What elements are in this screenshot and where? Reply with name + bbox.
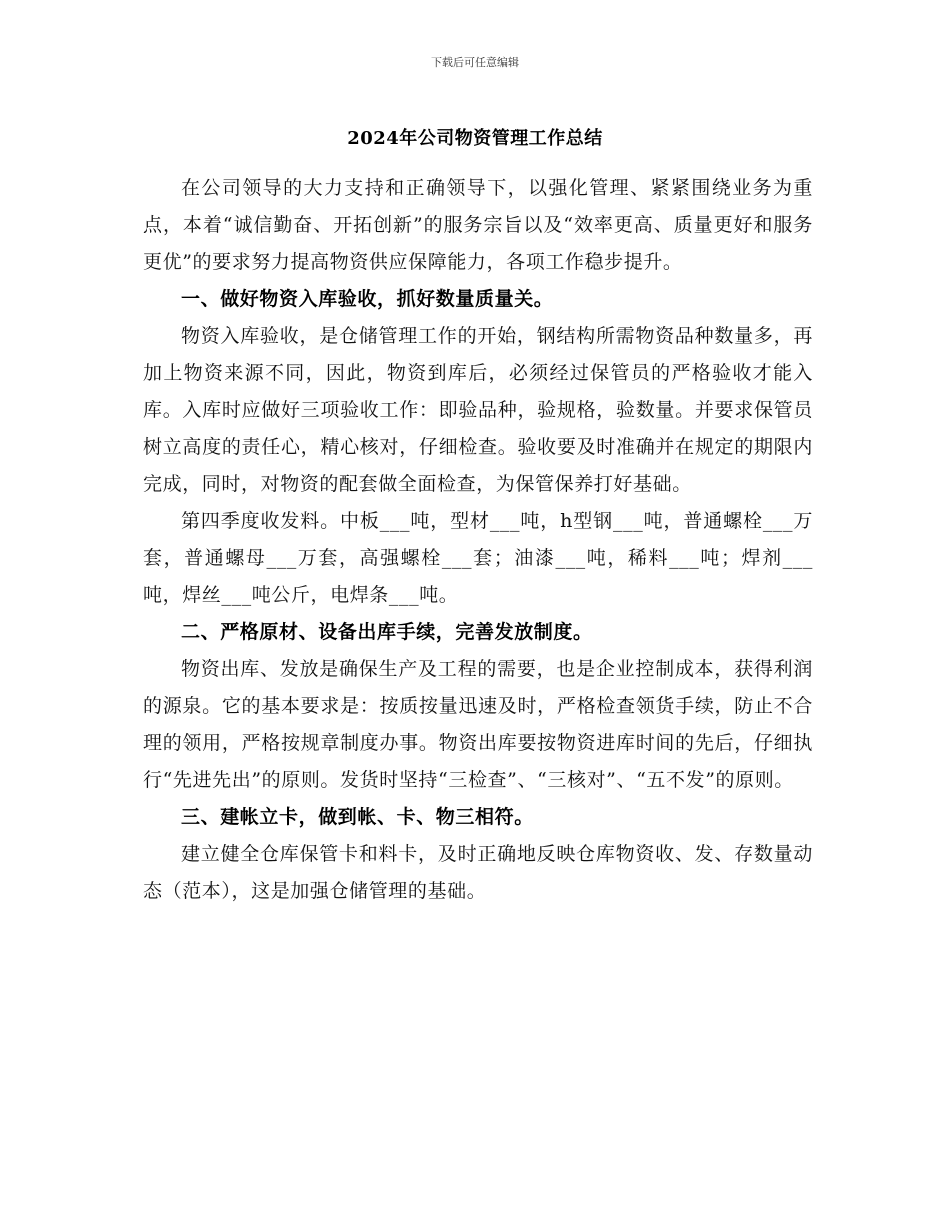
section-2-heading: 二、严格原材、设备出库手续，完善发放制度。 (181, 621, 593, 643)
section-2-paragraph-1: 物资出库、发放是确保生产及工程的需要，也是企业控制成本，获得利润的源泉。它的基本要求是：按质按量迅速及时，严格检查领货手续，防止不合理的领用，严格按规章制度办事。物资出库要按物资进库时间的先后，仔细执行“先进先出”的原则。发货时坚持“三检查”、“三核对”、“五不发”的原则。 (143, 658, 813, 791)
header-note: 下载后可任意编辑 (431, 56, 519, 69)
intro-paragraph: 在公司领导的大力支持和正确领导下，以强化管理、紧紧围绕业务为重点，本着“诚信勤奋、开拓创新”的服务宗旨以及“效率更高、质量更好和服务更优”的要求努力提高物资供应保障能力，各项工作稳步提升。 (143, 177, 813, 273)
section-1-paragraph-2: 第四季度收发料。中板___吨，型材___吨，h型钢___吨，普通螺栓___万套，普通螺母___万套，高强螺栓___套；油漆___吨，稀料___吨；焊剂___吨，焊丝___吨公斤，电焊条___吨。 (143, 510, 813, 606)
document-body (143, 170, 813, 910)
document-title: 2024年公司物资管理工作总结 (347, 128, 603, 149)
section-3-paragraph-1: 建立健全仓库保管卡和料卡，及时正确地反映仓库物资收、发、存数量动态（范本），这是加强仓储管理的基础。 (143, 843, 813, 902)
section-3-heading: 三、建帐立卡，做到帐、卡、物三相符。 (181, 806, 534, 828)
section-1-paragraph-1: 物资入库验收，是仓储管理工作的开始，钢结构所需物资品种数量多，再加上物资来源不同，因此，物资到库后，必须经过保管员的严格验收才能入库。入库时应做好三项验收工作：即验品种，验规格，验数量。并要求保管员树立高度的责任心，精心核对，仔细检查。验收要及时准确并在规定的期限内完成，同时，对物资的配套做全面检查，为保管保养打好基础。 (143, 325, 813, 495)
section-1-heading: 一、做好物资入库验收，抓好数量质量关。 (181, 288, 554, 310)
